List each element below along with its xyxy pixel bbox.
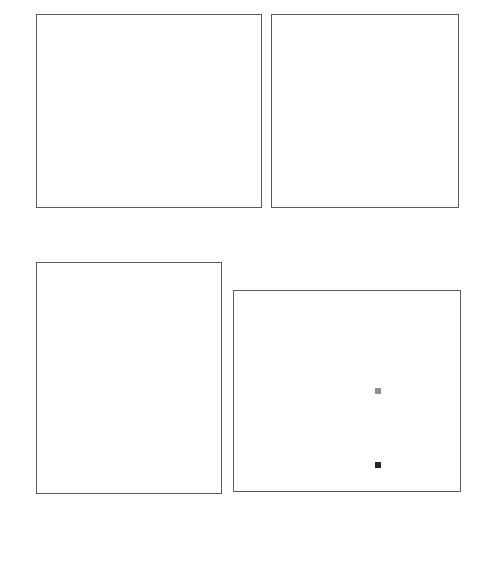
joint-pain-chart-panel [36,262,222,494]
legend-swatch-pain [375,388,381,394]
ortho-pie-chart [272,15,459,208]
lumbar-pain-chart-panel [233,290,461,492]
legend-swatch-no-pain [375,462,381,468]
joint-pain-pie-chart [37,263,222,494]
bmi-chart-panel [36,14,262,208]
lumbar-pain-pie-chart [234,291,461,492]
ortho-chart-panel [271,14,459,208]
bmi-pie-chart [37,15,262,208]
